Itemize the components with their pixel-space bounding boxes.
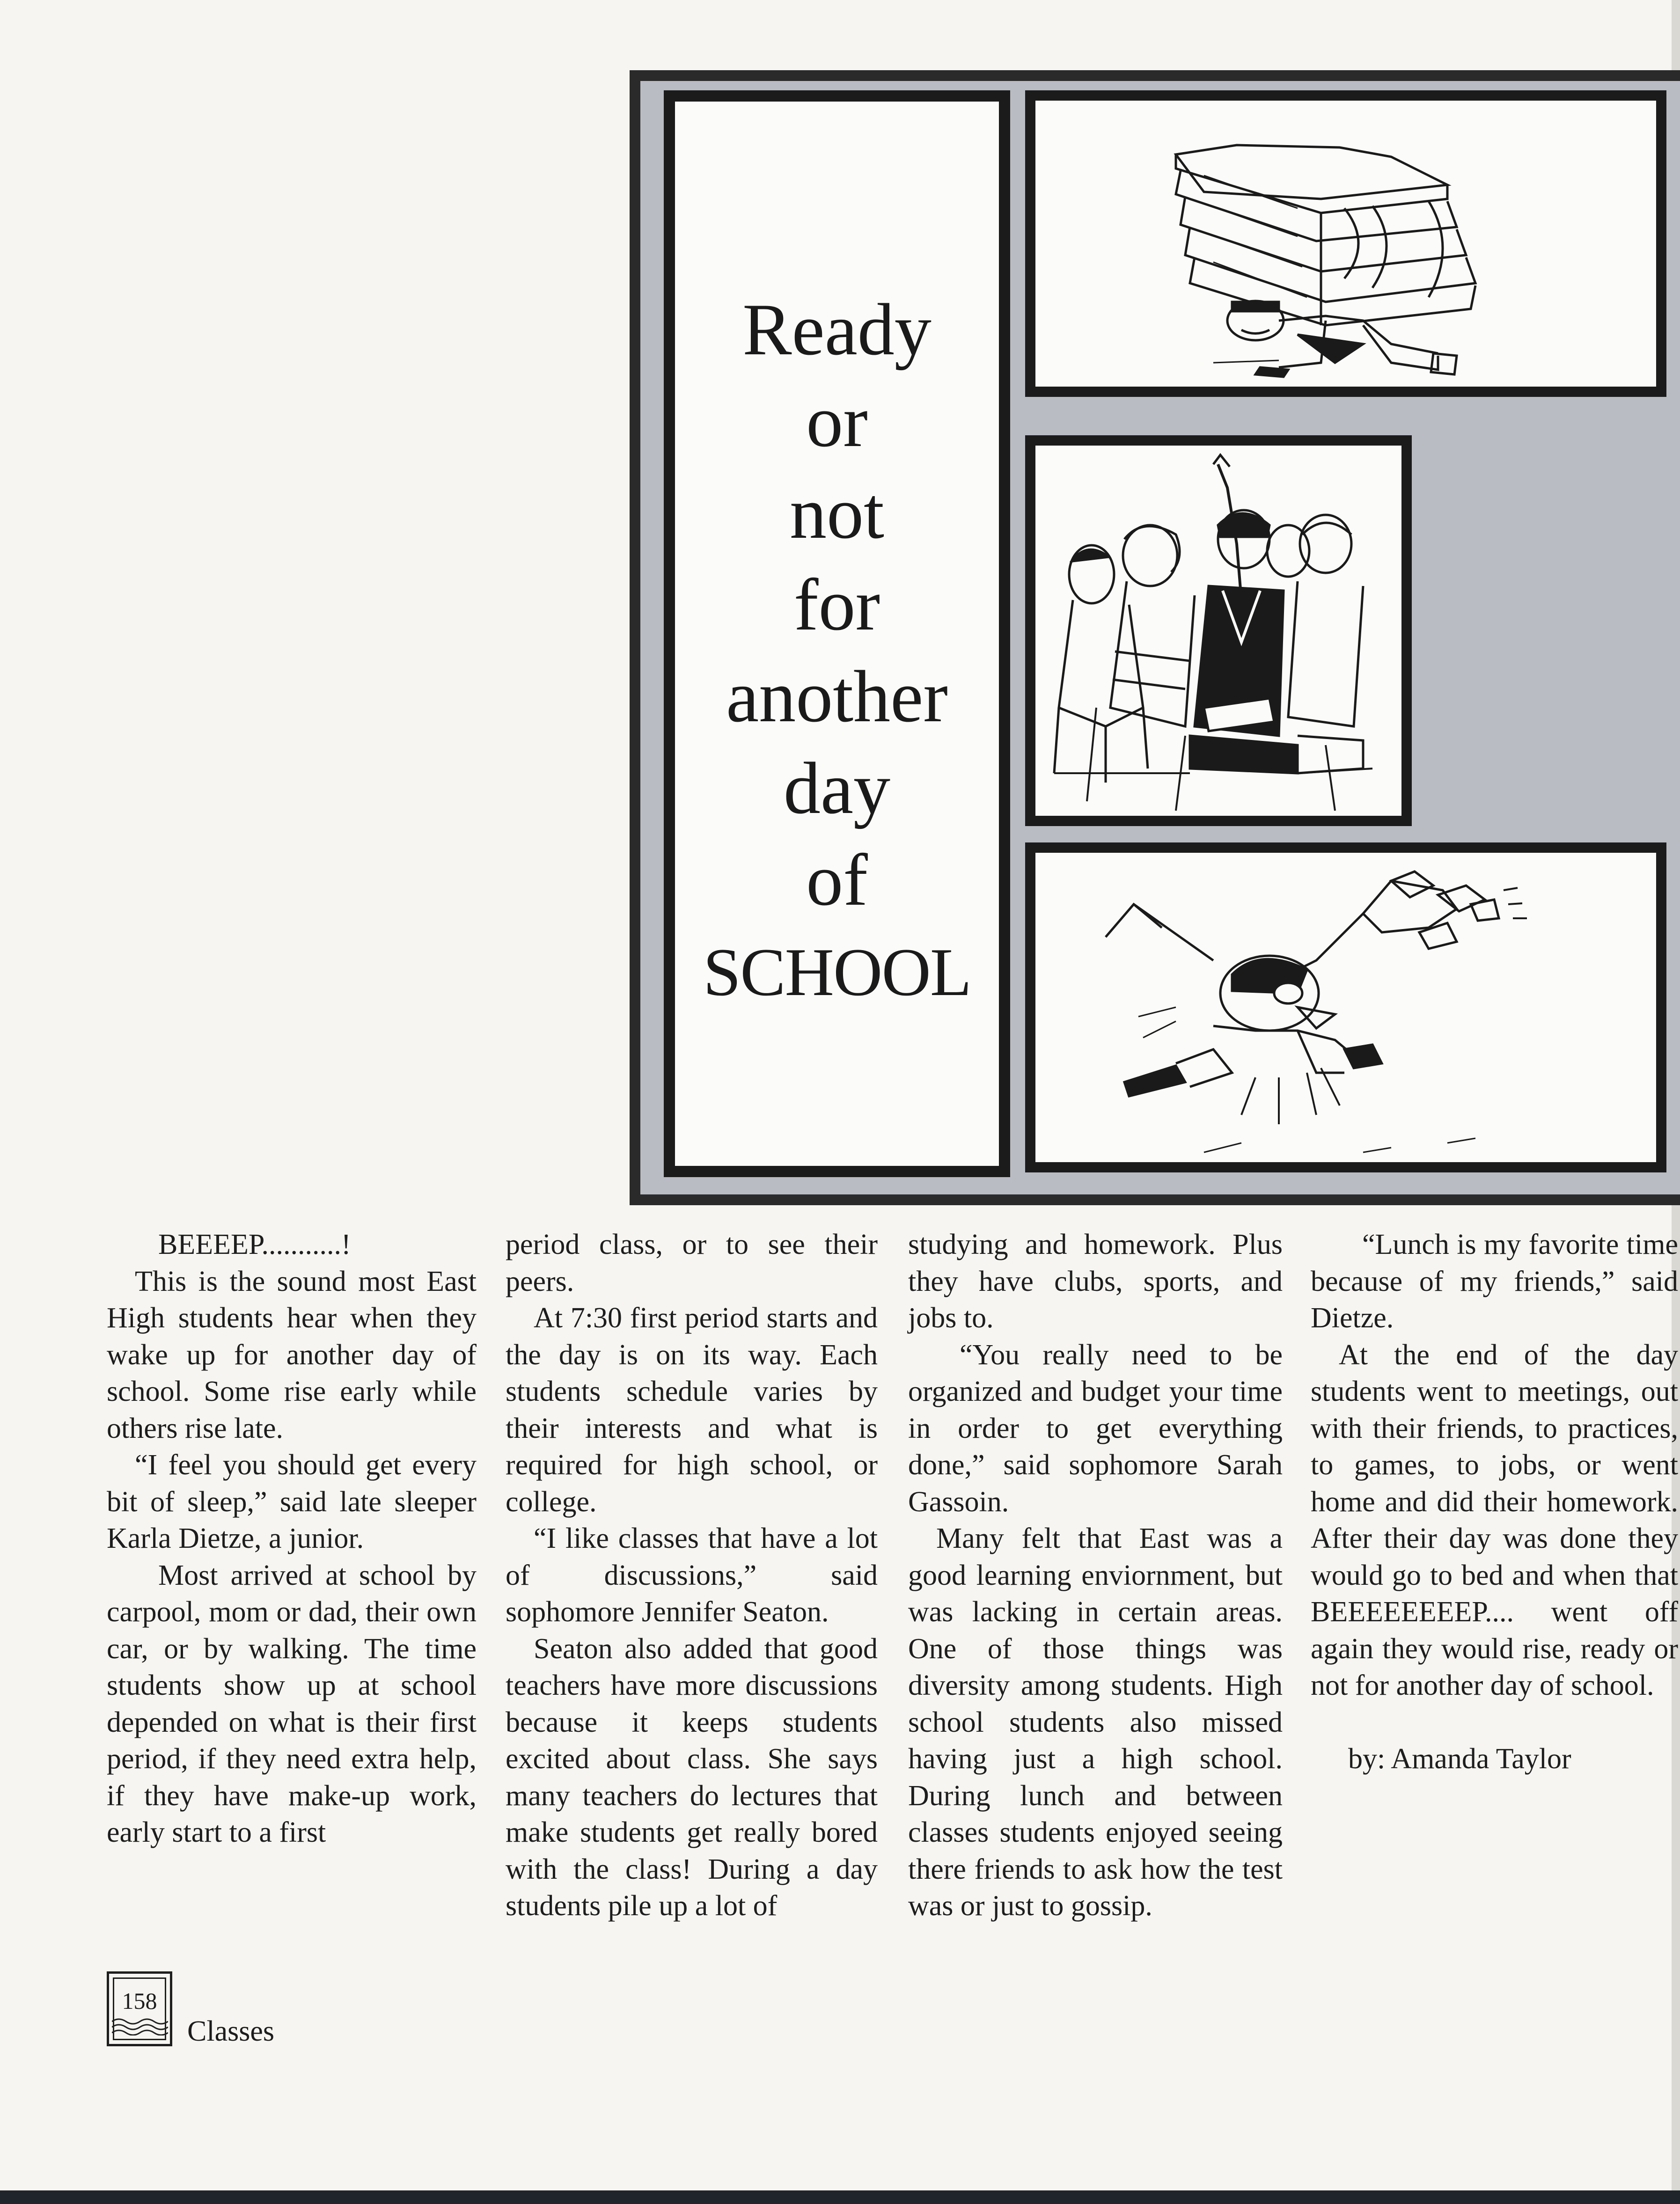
paragraph: “You really need to be organized and budget your time in order to get everything done,” said sophomore Sarah Gassoin.	[908, 1339, 1283, 1518]
title-line-5: another	[726, 656, 948, 738]
scan-bottom-edge	[0, 2190, 1680, 2204]
paragraph: period class, or to see their peers.	[506, 1229, 878, 1297]
illustration-classroom-panel	[1025, 435, 1412, 826]
article-column-4	[1311, 1226, 1678, 1777]
illustration-books-panel	[1025, 90, 1666, 397]
article-column-2	[506, 1226, 878, 1925]
students-raising-hands-illustration	[1035, 446, 1401, 816]
title-line-4: for	[793, 564, 880, 646]
paragraph: This is the sound most East High students hear when they wake up for another day of school. Some rise early while others rise late.	[107, 1265, 477, 1444]
title-line-3: not	[790, 472, 884, 554]
section-label: Classes	[187, 2015, 274, 2047]
paragraph: BEEEEP...........!	[158, 1229, 351, 1260]
paragraph: At the end of the day students went to meetings, out with their friends, to practices, to games, to jobs, or went home and did their homework. After their day was done they would go to bed and when that BEEEEEEEEP.... went off again they would rise, ready or not for another day of school.	[1311, 1339, 1678, 1701]
title-box	[664, 90, 1010, 1177]
title-line-6: day	[783, 747, 891, 829]
student-carrying-books-illustration	[1035, 101, 1656, 387]
paragraph: At 7:30 first period starts and the day is on its way. Each students schedule varies by their interests and what is required for high school, or college.	[506, 1302, 878, 1518]
title-line-8: SCHOOL	[703, 934, 971, 1010]
student-throwing-papers-illustration	[1035, 853, 1656, 1162]
paragraph: studying and homework. Plus they have clubs, sports, and jobs to.	[908, 1229, 1283, 1334]
illustration-celebration-panel	[1025, 842, 1666, 1172]
byline: by: Amanda Taylor	[1348, 1743, 1571, 1775]
article-column-3	[908, 1226, 1283, 1925]
title-line-2: or	[806, 381, 868, 462]
paragraph: Seaton also added that good teachers have more discussions because it keeps students excited about class. She says many teachers do lectures that make students get really bored with the class! During a day students pile up a lot of	[506, 1633, 878, 1922]
page-number-box	[107, 1971, 172, 2046]
article-column-1	[107, 1226, 477, 1851]
paragraph: “I feel you should get every bit of sleep,” said late sleeper Karla Dietze, a junior.	[107, 1449, 477, 1554]
title-line-7: of	[806, 839, 868, 921]
wave-icon	[112, 2017, 168, 2036]
page-number: 158	[122, 1988, 157, 2014]
paragraph: “I like classes that have a lot of discussions,” said sophomore Jennifer Seaton.	[506, 1523, 878, 1628]
paragraph: “Lunch is my favorite time because of my friends,” said Dietze.	[1311, 1229, 1678, 1334]
title-line-1: Ready	[742, 289, 932, 371]
paragraph: Many felt that East was a good learning enviornment, but was lacking in certain areas. One of those things was diversity among students. High school students also missed having just a high school. During lunch and between classes students enjoyed seeing there friends to ask how the test was or just to gossip.	[908, 1523, 1283, 1922]
paragraph: Most arrived at school by carpool, mom or dad, their own car, or by walking. The time students show up at school depended on what is their first period, if they need extra help, if they have make-up work, early start to a first	[107, 1559, 477, 1848]
